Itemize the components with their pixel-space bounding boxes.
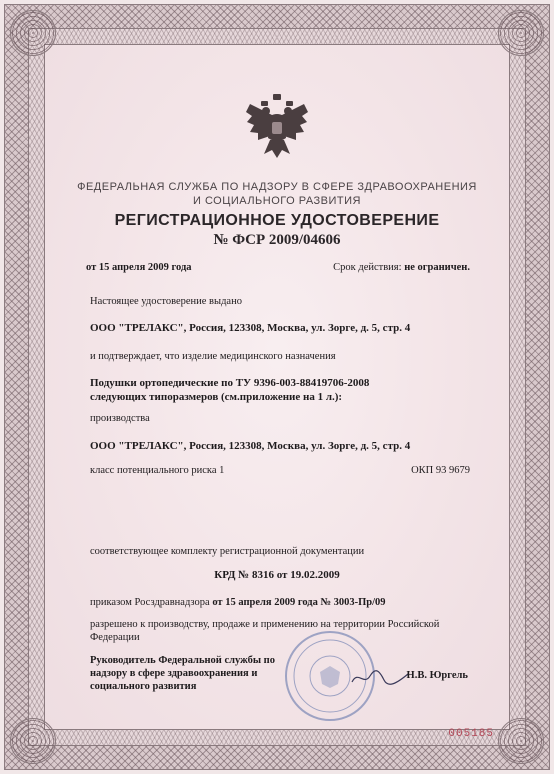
krd-reference: КРД № 8316 от 19.02.2009 [214,569,340,581]
issued-to-company: ООО "ТРЕЛАКС", Россия, 123308, Москва, ул. Зорге, д. 5, стр. 4 [90,322,411,334]
handwritten-signature [350,668,410,688]
certificate-title: РЕГИСТРАЦИОННОЕ УДОСТОВЕРЕНИЕ [114,212,440,229]
order-reference [90,597,386,608]
agency-line-1: ФЕДЕРАЛЬНАЯ СЛУЖБА ПО НАДЗОРУ В СФЕРЕ ЗДРАВООХРАНЕНИЯ [77,181,477,193]
issue-date: от 15 апреля 2009 года [86,262,192,273]
order-prefix: приказом Росздравнадзора [90,597,210,608]
permit-text: разрешено к производству, продаже и применению на территории Российской Федерации [90,619,440,643]
validity-period [333,262,470,273]
order-details: от 15 апреля 2009 года № 3003-Пр/09 [212,597,386,608]
okp-code: ОКП 93 9679 [411,465,470,476]
manufacturer-label: производства [90,413,150,424]
validity-label: Срок действия: [333,262,402,273]
agency-line-2: И СОЦИАЛЬНОГО РАЗВИТИЯ [192,195,361,207]
product-description: Подушки ортопедические по ТУ 9396-003-88419706-2008 следующих типоразмеров (см.приложение на 1 л.): [90,377,370,403]
signatory-title: Руководитель Федеральной службы по надзору в сфере здравоохранения и социального развития [90,655,275,692]
agency-name [60,180,494,208]
manufacturer-company: ООО "ТРЕЛАКС", Россия, 123308, Москва, ул. Зорге, д. 5, стр. 4 [90,440,411,452]
signatory-name: Н.В. Юргель [406,670,468,681]
certificate-number: № ФСР 2009/04606 [213,232,341,248]
issued-label: Настоящее удостоверение выдано [90,296,242,307]
double-headed-eagle-emblem [244,92,310,164]
serial-number: 005185 [448,728,494,740]
validity-value: не ограничен. [404,262,470,273]
documentation-text: соответствующее комплекту регистрационной документации [90,546,365,557]
risk-class: класс потенциального риска 1 [90,465,225,476]
confirms-text: и подтверждает, что изделие медицинского назначения [90,351,336,362]
